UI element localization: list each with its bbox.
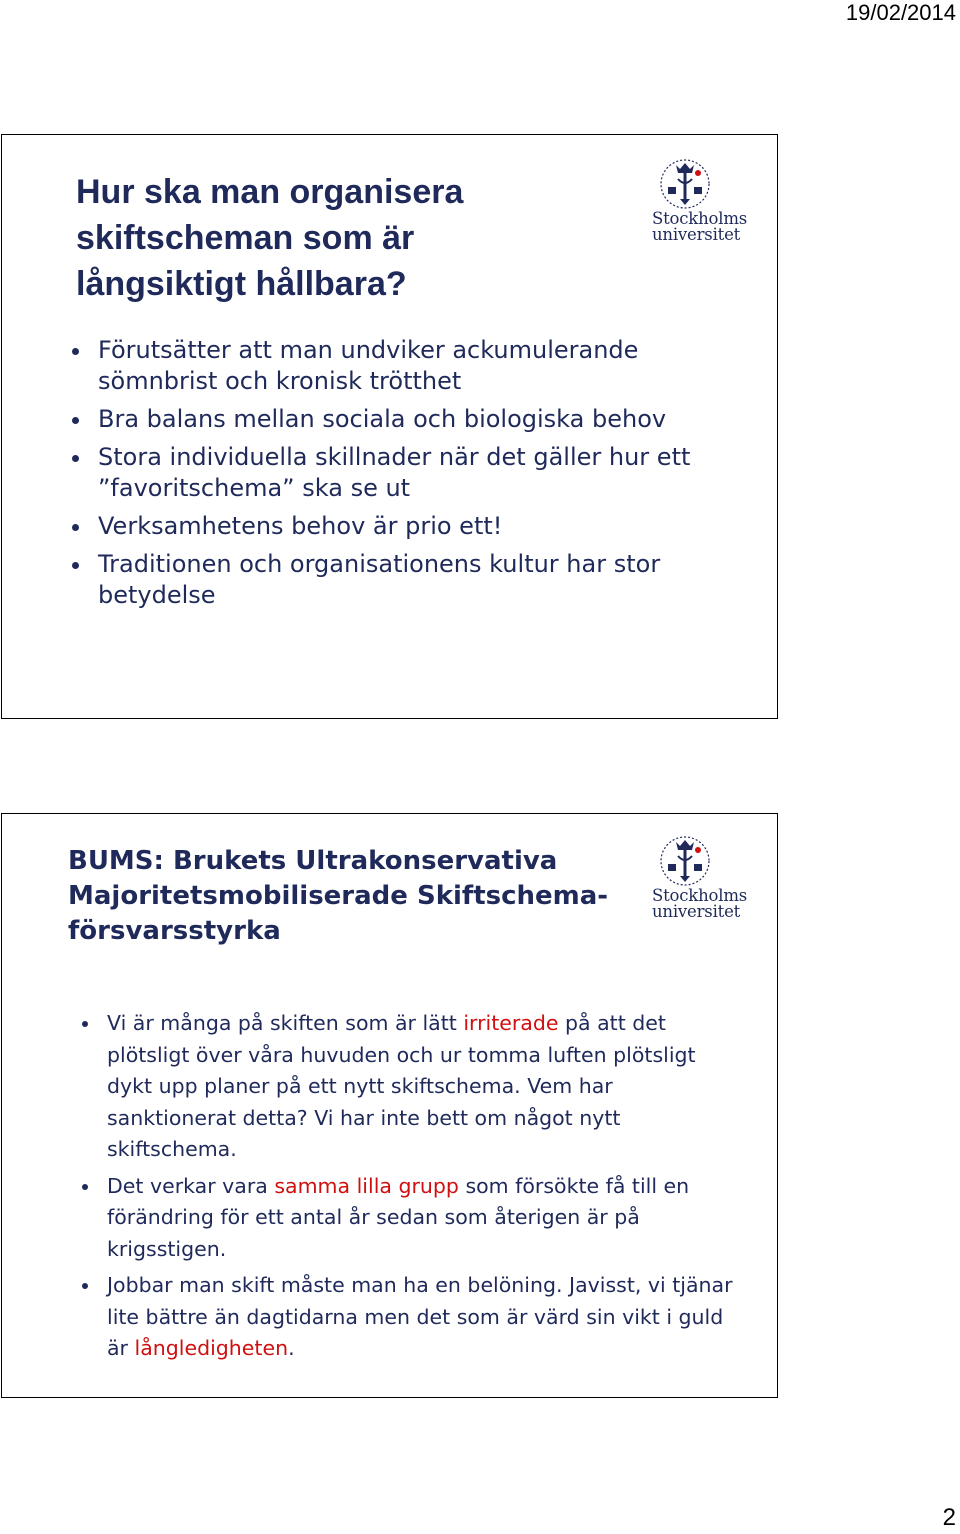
slide-1-bullet-list [98, 335, 748, 618]
slide-2 [1, 813, 778, 1398]
bullet-text: Vi är många på skiften som är lätt [107, 1011, 464, 1035]
stockholm-university-logo [652, 834, 762, 920]
highlighted-text: irriterade [463, 1011, 559, 1035]
slide-1-title [76, 169, 636, 307]
list-item: Traditionen och organisationens kultur har stor betydelse [98, 549, 748, 611]
bullet-text: . [288, 1336, 295, 1360]
title-line: skiftscheman som är [76, 219, 415, 257]
bullet-text: Det verkar vara [107, 1173, 275, 1198]
slide-2-bullet-list [107, 1008, 747, 1370]
bullet-text: Jobbar man skift måste man ha en belöning. Javisst, vi tjänar lite bättre än dagtidarna men det som är värd sin vikt i guld är [107, 1273, 733, 1360]
list-item [107, 1171, 747, 1266]
page-date: 19/02/2014 [845, 0, 956, 25]
logo-text-line2: universitet [652, 225, 741, 244]
logo-text-line1: Stockholms [652, 886, 748, 905]
highlighted-text: långledigheten [134, 1336, 289, 1360]
title-line: långsiktigt hållbara? [76, 265, 407, 303]
slide-1 [1, 134, 778, 719]
title-line: försvarsstyrka [68, 916, 281, 946]
list-item [107, 1270, 747, 1365]
list-item [107, 1008, 747, 1166]
list-item: Verksamhetens behov är prio ett! [98, 511, 748, 542]
title-line: Hur ska man organisera [76, 173, 464, 211]
bullet-text: på att det plötsligt över våra huvuden och ur tomma luften plötsligt dykt upp planer på ett nytt skiftschema. Vem har sanktionerat detta? Vi har inte bett om något nytt skiftschema. [107, 1011, 696, 1161]
title-line: BUMS: Brukets Ultrakonservativa [68, 846, 558, 876]
logo-text-line1: Stockholms [652, 209, 748, 228]
stockholm-university-logo [652, 157, 762, 243]
list-item: Förutsätter att man undviker ackumulerande sömnbrist och kronisk trötthet [98, 335, 748, 397]
bullet-text: som försökte få till en förändring för ett antal år sedan som återigen är på krigsstigen. [107, 1173, 690, 1261]
page-number: 2 [942, 1504, 956, 1531]
university-seal-icon [654, 834, 716, 888]
university-seal-icon [654, 157, 716, 211]
title-line: Majoritetsmobiliserade Skiftschema- [68, 881, 609, 911]
highlighted-text: samma lilla grupp [274, 1173, 459, 1198]
slide-2-title [68, 844, 628, 949]
logo-text-line2: universitet [652, 902, 741, 921]
list-item: Bra balans mellan sociala och biologiska behov [98, 404, 748, 435]
list-item: Stora individuella skillnader när det gäller hur ett ”favoritschema” ska se ut [98, 442, 748, 504]
